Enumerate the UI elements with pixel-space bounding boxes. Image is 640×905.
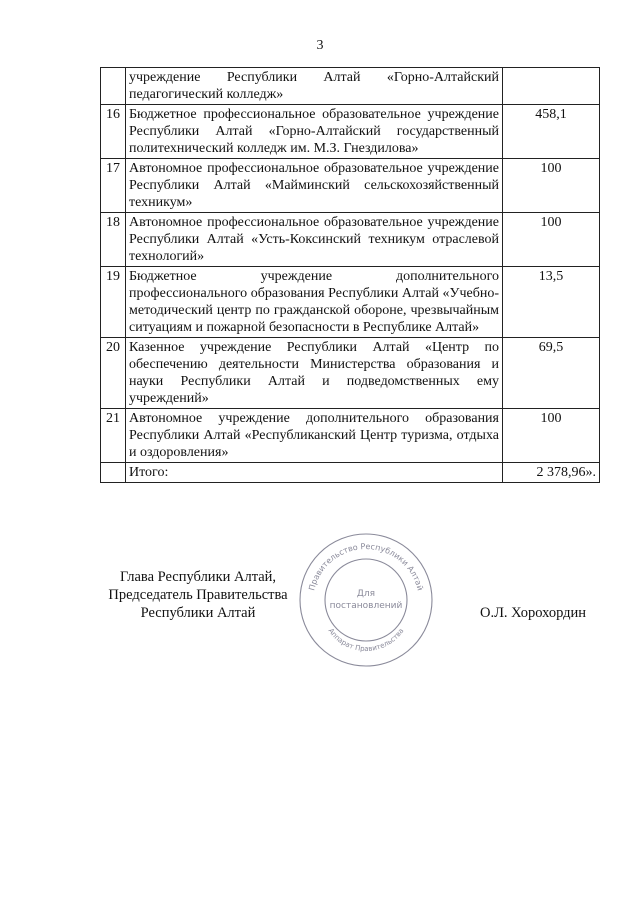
institution-name: учреждение Республики Алтай «Горно-Алтайский педагогический колледж»	[126, 68, 503, 105]
seal-inner-ring	[325, 559, 407, 641]
row-number: 21	[101, 409, 126, 463]
table-row	[101, 267, 600, 338]
row-number: 17	[101, 159, 126, 213]
total-row	[101, 463, 600, 483]
amount-cell: 69,5	[503, 338, 600, 409]
table-row	[101, 68, 600, 105]
row-number: 20	[101, 338, 126, 409]
allocation-table	[100, 67, 600, 483]
signer-title-line: Глава Республики Алтай,	[119, 569, 277, 585]
total-amount: 2 378,96».	[503, 463, 600, 483]
institution-name: Автономное профессиональное образовательное учреждение Республики Алтай «Усть-Коксинский техникум отраслевой технологий»	[126, 213, 503, 267]
official-seal-stamp	[296, 530, 436, 670]
table-row	[101, 409, 600, 463]
signature-block	[108, 568, 288, 622]
amount-cell: 13,5	[503, 267, 600, 338]
row-number: 16	[101, 105, 126, 159]
seal-center-line: Для	[356, 589, 376, 599]
table-row	[101, 338, 600, 409]
amount-cell	[503, 68, 600, 105]
amount-cell: 100	[503, 213, 600, 267]
seal-ring-text-bottom: Аппарат Правительства	[326, 626, 406, 654]
amount-cell: 458,1	[503, 105, 600, 159]
page-number: 3	[316, 38, 324, 53]
signer-name: О.Л. Хорохордин	[480, 605, 587, 621]
institution-name: Бюджетное учреждение дополнительного профессионального образования Республики Алтай «Учебно-методический центр по гражданской обороне, чрезвычайным ситуациям и пожарной безопасности в Республике Алтай»	[126, 267, 503, 338]
table-row	[101, 213, 600, 267]
row-number: 19	[101, 267, 126, 338]
total-label: Итого:	[126, 463, 503, 483]
institution-name: Бюджетное профессиональное образовательное учреждение Республики Алтай «Горно-Алтайский государственный политехнический колледж им. М.З. Гнездилова»	[126, 105, 503, 159]
table-row	[101, 159, 600, 213]
institution-name: Автономное учреждение дополнительного образования Республики Алтай «Республиканский Центр туризма, отдыха и оздоровления»	[126, 409, 503, 463]
institution-name: Казенное учреждение Республики Алтай «Центр по обеспечению деятельности Министерства образования и науки Республики Алтай и подведомственных ему учреждений»	[126, 338, 503, 409]
seal-ring-text-top: Правительство Республики Алтай	[307, 541, 425, 592]
table-row	[101, 105, 600, 159]
amount-cell: 100	[503, 409, 600, 463]
signer-title-line: Республики Алтай	[140, 605, 256, 621]
amount-cell: 100	[503, 159, 600, 213]
seal-center-line: постановлений	[329, 601, 403, 611]
signer-title-line: Председатель Правительства	[108, 587, 288, 603]
row-number	[101, 463, 126, 483]
row-number	[101, 68, 126, 105]
row-number: 18	[101, 213, 126, 267]
institution-name: Автономное профессиональное образовательное учреждение Республики Алтай «Майминский сельскохозяйственный техникум»	[126, 159, 503, 213]
